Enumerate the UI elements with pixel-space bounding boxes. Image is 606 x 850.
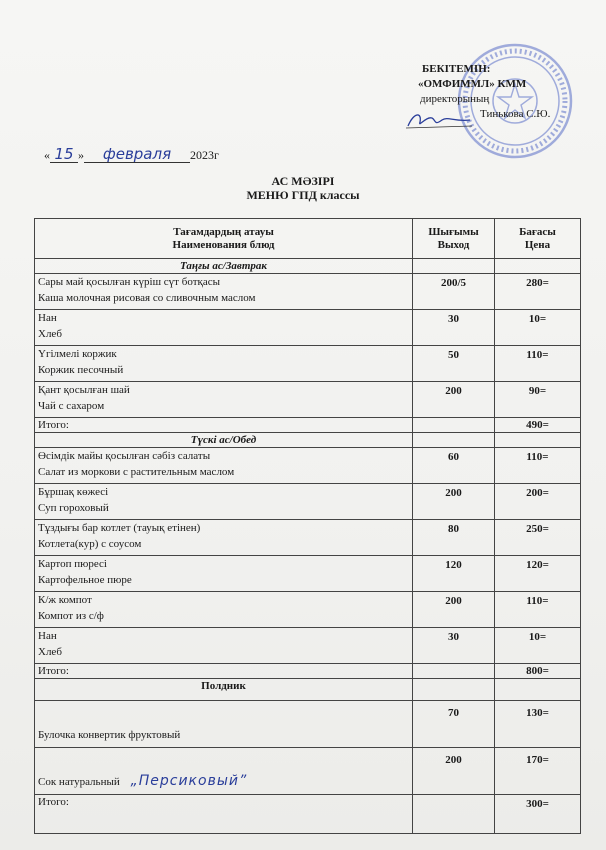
dish-name [35, 748, 413, 795]
table-row [35, 592, 581, 628]
dish-name [35, 274, 413, 310]
dish-yield: 200 [413, 748, 495, 795]
dish-name [35, 382, 413, 418]
section-title: Түскі ас/Обед [35, 433, 413, 448]
total-value: 800= [495, 664, 581, 679]
dish-yield: 200/5 [413, 274, 495, 310]
dish-name [35, 556, 413, 592]
total-value: 300= [495, 795, 581, 834]
dish-name [35, 520, 413, 556]
dish-yield: 60 [413, 448, 495, 484]
date-day: 15 [50, 146, 78, 163]
date-month: февраля [84, 146, 190, 163]
dish-price: 250= [495, 520, 581, 556]
dish-name-kz: Өсімдік майы қосылған сәбіз салаты [38, 450, 211, 462]
dish-price: 280= [495, 274, 581, 310]
dish-price: 90= [495, 382, 581, 418]
total-label: Итого: [35, 418, 413, 433]
table-row [35, 346, 581, 382]
total-label: Итого: [35, 795, 413, 834]
dish-name-ru: Суп гороховый [38, 502, 109, 514]
total-row-lunch [35, 664, 581, 679]
date-close-quote: » [78, 148, 84, 162]
section-title: Полдник [35, 679, 413, 701]
section-row-snack [35, 679, 581, 701]
dish-name-ru: Хлеб [38, 646, 62, 658]
header-yield-kz: Шығымы [428, 225, 479, 238]
total-label: Итого: [35, 664, 413, 679]
dish-name-kz: Нан [38, 312, 57, 324]
dish-yield: 30 [413, 310, 495, 346]
dish-price: 120= [495, 556, 581, 592]
signature [404, 108, 474, 132]
total-value: 490= [495, 418, 581, 433]
header-yield [413, 219, 495, 259]
menu-title-ru: МЕНЮ ГПД классы [246, 188, 360, 202]
dish-name-kz: Сок натуральный [38, 776, 120, 788]
dish-name-kz: Тұздығы бар котлет (тауық етінен) [38, 522, 201, 534]
dish-price: 10= [495, 628, 581, 664]
dish-name-ru: Картофельное пюре [38, 574, 132, 586]
approval-position: директорының [420, 93, 490, 105]
dish-yield: 80 [413, 520, 495, 556]
date-year: 2023г [190, 148, 219, 162]
handwritten-note: „Персиковый” [130, 773, 248, 789]
header-name [35, 219, 413, 259]
dish-name [35, 346, 413, 382]
header-yield-ru: Выход [437, 238, 470, 251]
dish-name-kz: К/ж компот [38, 594, 92, 606]
dish-yield: 200 [413, 382, 495, 418]
section-title: Таңғы ас/Завтрак [35, 259, 413, 274]
dish-name-ru: Компот из с/ф [38, 610, 104, 622]
dish-name [35, 592, 413, 628]
dish-name [35, 701, 413, 748]
header-name-ru: Наименования блюд [172, 238, 275, 251]
dish-name-ru: Чай с сахаром [38, 400, 105, 412]
total-row-breakfast [35, 418, 581, 433]
dish-price: 200= [495, 484, 581, 520]
dish-name [35, 448, 413, 484]
table-row [35, 310, 581, 346]
table-row [35, 556, 581, 592]
approval-title: БЕКІТЕМІН: [422, 63, 491, 75]
header-price-ru: Цена [524, 238, 551, 251]
table-header-row [35, 219, 581, 259]
header-price [495, 219, 581, 259]
menu-table [34, 218, 581, 834]
table-row [35, 701, 581, 748]
dish-yield: 120 [413, 556, 495, 592]
dish-price: 110= [495, 448, 581, 484]
dish-yield: 70 [413, 701, 495, 748]
table-row [35, 274, 581, 310]
table-row [35, 748, 581, 795]
dish-name-ru: Хлеб [38, 328, 62, 340]
dish-yield: 30 [413, 628, 495, 664]
dish-price: 110= [495, 592, 581, 628]
dish-price: 130= [495, 701, 581, 748]
date-line [44, 146, 219, 163]
dish-name-kz: Үгілмелі коржик [38, 348, 117, 360]
dish-name-kz: Бұршақ көжесі [38, 486, 109, 498]
dish-price: 110= [495, 346, 581, 382]
dish-yield: 200 [413, 484, 495, 520]
date-open-quote: « [44, 148, 50, 162]
dish-name-kz: Нан [38, 630, 57, 642]
dish-name-kz: Булочка конвертик фруктовый [38, 729, 181, 741]
dish-yield: 200 [413, 592, 495, 628]
dish-yield: 50 [413, 346, 495, 382]
menu-title-kz: АС МӘЗІРІ [271, 174, 335, 188]
table-row [35, 520, 581, 556]
dish-name-kz: Сары май қосылған күріш сүт ботқасы [38, 276, 220, 288]
dish-name-kz: Қант қосылған шай [38, 384, 130, 396]
table-row [35, 382, 581, 418]
dish-price: 10= [495, 310, 581, 346]
table-row [35, 628, 581, 664]
dish-name [35, 484, 413, 520]
dish-name-ru: Салат из моркови с растительным маслом [38, 466, 235, 478]
section-row-breakfast [35, 259, 581, 274]
table-row [35, 448, 581, 484]
dish-name-kz: Картоп пюресі [38, 558, 107, 570]
dish-name [35, 310, 413, 346]
dish-name [35, 628, 413, 664]
header-name-kz: Тағамдардың атауы [173, 225, 274, 238]
dish-name-ru: Каша молочная рисовая со сливочным маслом [38, 292, 256, 304]
table-row [35, 484, 581, 520]
approval-organization: «ОМФИММЛ» КММ [418, 78, 527, 90]
dish-name-ru: Коржик песочный [38, 364, 124, 376]
dish-price: 170= [495, 748, 581, 795]
approval-name: Тинькова С.Ю. [480, 108, 551, 120]
dish-name-ru: Котлета(кур) с соусом [38, 538, 142, 550]
header-price-kz: Бағасы [519, 225, 556, 238]
total-row-snack [35, 795, 581, 834]
section-row-lunch [35, 433, 581, 448]
